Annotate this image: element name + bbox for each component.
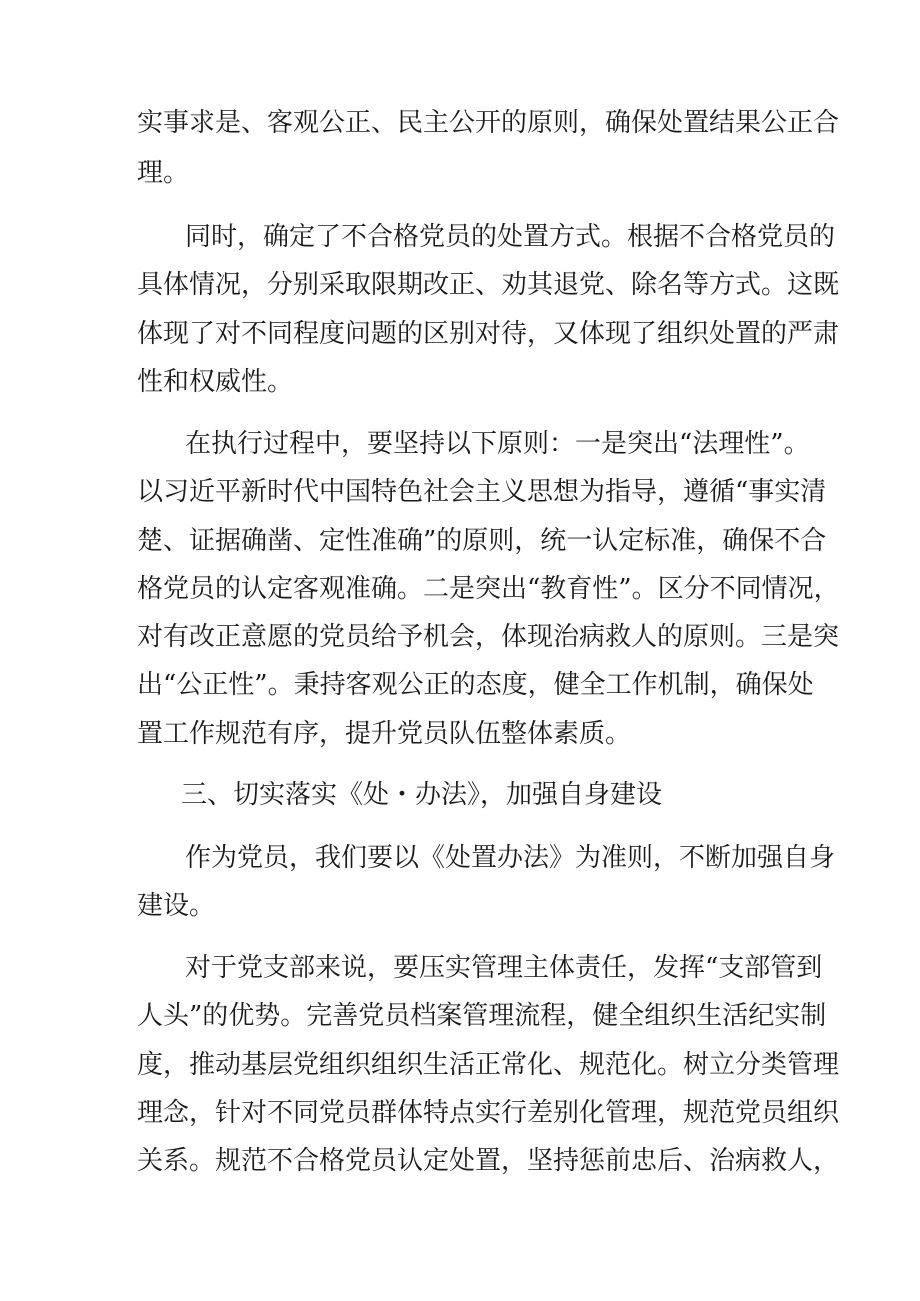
paragraph-line: 格党员的认定客观准确。二是突出“教育性”。区分不同情况，	[137, 574, 840, 604]
paragraph-line: 具体情况，分别采取限期改正、劝其退党、除名等方式。这既	[137, 270, 840, 300]
paragraph-line: 体现了对不同程度问题的区别对待，又体现了组织处置的严肃	[137, 319, 840, 349]
paragraph-line: 楚、证据确凿、定性准确”的原则，统一认定标准，确保不合	[137, 526, 827, 556]
paragraph-line: 建设。	[137, 891, 216, 921]
paragraph-line: 以习近平新时代中国特色社会主义思想为指导，遵循“事实清	[137, 477, 827, 507]
paragraph-line: 在执行过程中，要坚持以下原则：一是突出“法理性”。	[185, 429, 810, 459]
paragraph-line: 出“公正性”。秉持客观公正的态度，健全工作机制，确保处	[137, 670, 814, 700]
paragraph-line: 关系。规范不合格党员认定处置，坚持惩前忠后、治病救人，	[137, 1146, 840, 1176]
paragraph-line: 对有改正意愿的党员给予机会，体现治病救人的原则。三是突	[137, 622, 840, 652]
section-heading: 三、切实落实《处・办法》，加强自身建设	[181, 780, 663, 810]
paragraph-line: 置工作规范有序，提升党员队伍整体素质。	[137, 719, 632, 749]
paragraph-line: 理。	[137, 158, 190, 188]
paragraph-line: 理念，针对不同党员群体特点实行差别化管理，规范党员组织	[137, 1098, 840, 1128]
paragraph-line: 同时，确定了不合格党员的处置方式。根据不合格党员的	[185, 222, 836, 252]
paragraph-line: 性和权威性。	[137, 367, 294, 397]
paragraph-line: 实事求是、客观公正、民主公开的原则，确保处置结果公正合	[137, 108, 840, 138]
paragraph-line: 人头”的优势。完善党员档案管理流程，健全组织生活纪实制	[137, 1001, 827, 1031]
paragraph-line: 对于党支部来说，要压实管理主体责任，发挥“支部管到	[185, 953, 823, 983]
paragraph-line: 作为党员，我们要以《处置办法》为准则，不断加强自身	[185, 843, 836, 873]
paragraph-line: 度，推动基层党组织组织生活正常化、规范化。树立分类管理	[137, 1050, 840, 1080]
